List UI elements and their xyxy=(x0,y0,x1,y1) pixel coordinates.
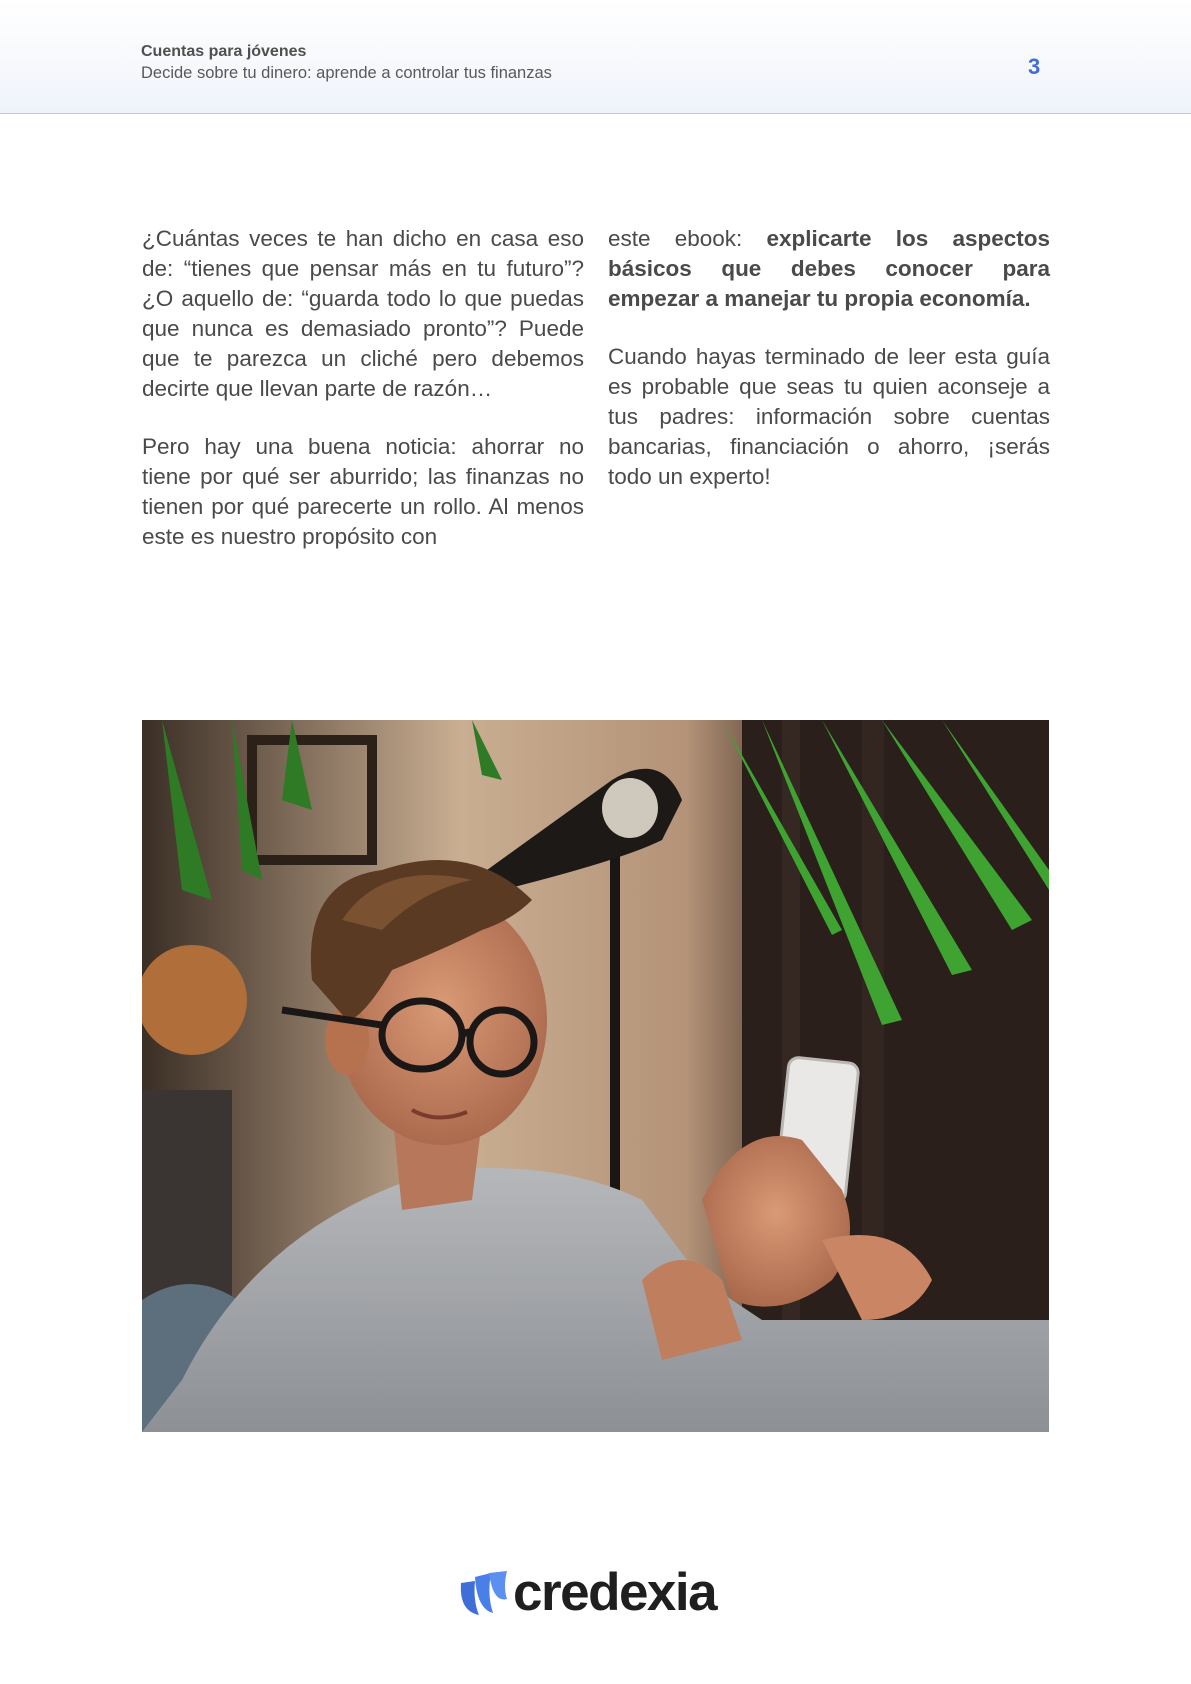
text-column-left xyxy=(142,224,584,580)
paragraph-intro: ¿Cuántas veces te han dicho en casa eso de: “tienes que pensar más en tu futuro”? ¿O aquello de: “guarda todo lo que puedas que nunca es demasiado pronto”? Puede que te parezca un cliché pero debemos decirte que llevan parte de razón… xyxy=(142,226,584,401)
document-title: Cuentas para jóvenes xyxy=(141,43,307,60)
credexia-logo-wordmark: credexia xyxy=(513,1563,717,1622)
page-number: 3 xyxy=(1028,54,1041,79)
document-subtitle: Decide sobre tu dinero: aprende a controlar tus finanzas xyxy=(141,64,552,82)
page-header xyxy=(0,0,1191,114)
photo-teen-with-phone xyxy=(142,720,1049,1432)
paragraph-ebook-highlight: explicarte los aspectos básicos que debes conocer para empezar a manejar tu propia economía. xyxy=(608,226,1050,311)
paragraph-ebook-purpose xyxy=(608,224,1050,314)
credexia-logo xyxy=(455,1565,740,1625)
text-column-right xyxy=(608,224,1050,520)
paragraph-good-news: Pero hay una buena noticia: ahorrar no tiene por qué ser aburrido; las finanzas no tienen por qué parecerte un rollo. Al menos este es nuestro propósito con xyxy=(142,434,584,549)
paragraph-ebook-lead: este ebook: xyxy=(608,226,767,251)
paragraph-expert: Cuando hayas terminado de leer esta guía es probable que seas tu quien aconseje a tus padres: información sobre cuentas bancarias, financiación o ahorro, ¡serás todo un experto! xyxy=(608,344,1050,489)
credexia-logo-icon xyxy=(455,1569,510,1619)
